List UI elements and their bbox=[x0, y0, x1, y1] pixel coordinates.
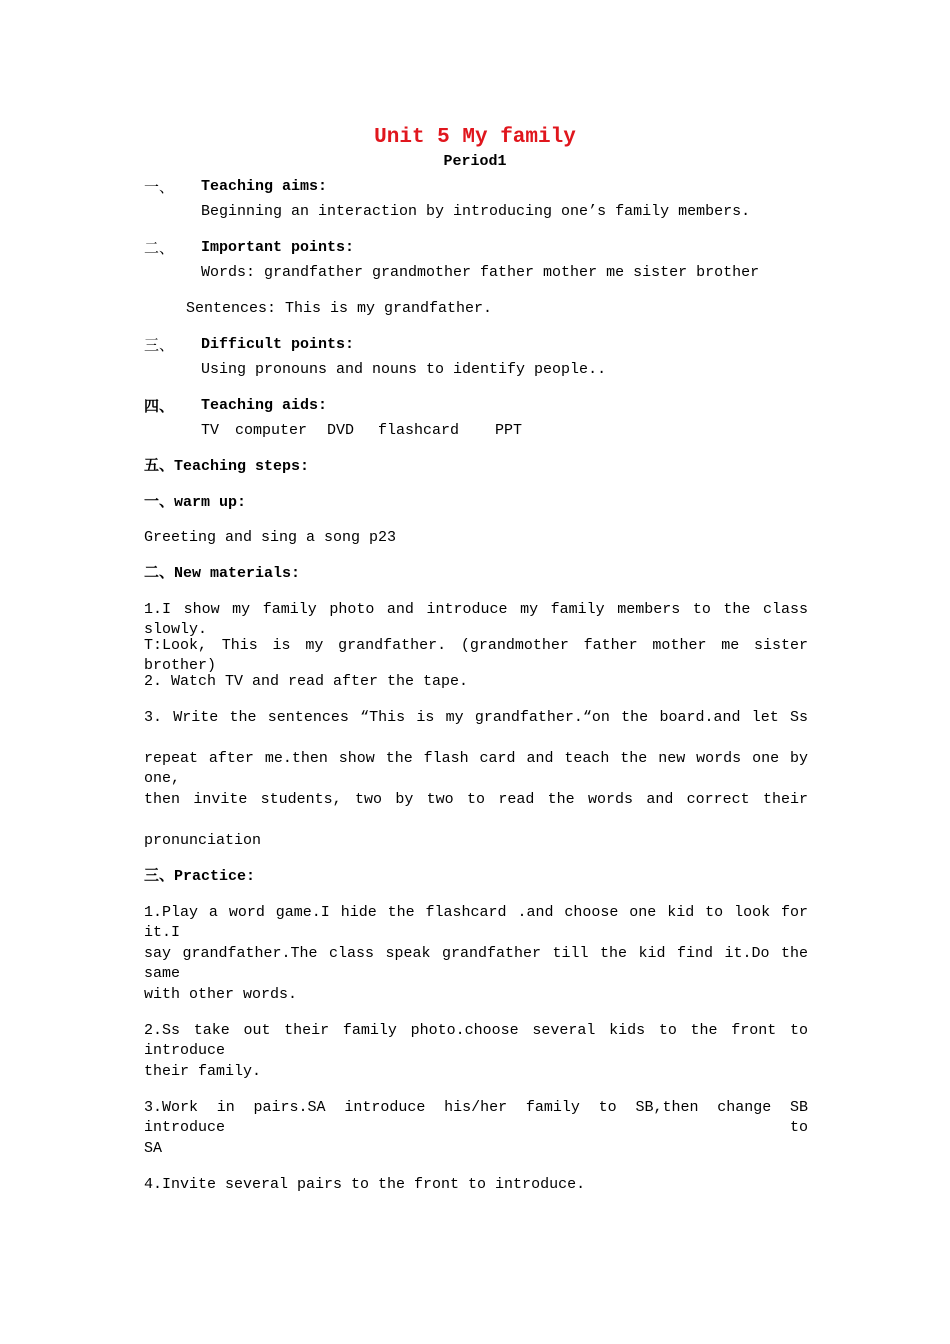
heading-warm-up: 一、warm up: bbox=[144, 494, 247, 511]
practice-line: their family. bbox=[144, 1063, 262, 1080]
new-materials-line: 2. Watch TV and read after the tape. bbox=[144, 673, 469, 690]
heading-teaching-aims: Teaching aims: bbox=[201, 178, 328, 195]
practice-line: 3.Work in pairs.SA introduce his/her family to SB,then change SB introduce to bbox=[144, 1099, 808, 1136]
heading-new-materials: 二、New materials: bbox=[144, 565, 301, 582]
new-materials-line: then invite students, two by two to read the words and correct their bbox=[144, 791, 808, 808]
new-materials-line: pronunciation bbox=[144, 832, 262, 849]
aid-item: DVD bbox=[327, 422, 355, 439]
important-words: Words: grandfather grandmother father mother me sister brother bbox=[201, 264, 760, 281]
aims-text: Beginning an interaction by introducing one’s family members. bbox=[201, 203, 751, 220]
section-number-aims: 一、 bbox=[144, 178, 175, 196]
practice-line: with other words. bbox=[144, 986, 298, 1003]
unit-title: Unit 5 My family bbox=[374, 126, 576, 149]
warm-up-text: Greeting and sing a song p23 bbox=[144, 529, 397, 546]
aid-item: computer bbox=[235, 422, 308, 439]
practice-line: 2.Ss take out their family photo.choose several kids to the front to introduce bbox=[144, 1022, 808, 1059]
practice-line: say grandfather.The class speak grandfather till the kid find it.Do the same bbox=[144, 945, 808, 982]
difficult-text: Using pronouns and nouns to identify people.. bbox=[201, 361, 607, 378]
practice-line: SA bbox=[144, 1140, 163, 1157]
important-sentences: Sentences: This is my grandfather. bbox=[186, 300, 493, 317]
new-materials-line: T:Look, This is my grandfather. (grandmother father mother me sister brother) bbox=[144, 637, 808, 674]
heading-difficult-points: Difficult points: bbox=[201, 336, 355, 353]
section-number-difficult: 三、 bbox=[144, 336, 175, 354]
aid-item: TV bbox=[201, 422, 220, 439]
heading-teaching-aids: Teaching aids: bbox=[201, 397, 328, 414]
practice-line: 1.Play a word game.I hide the flashcard .and choose one kid to look for it.I bbox=[144, 904, 808, 941]
new-materials-line: repeat after me.then show the flash card and teach the new words one by one, bbox=[144, 750, 808, 787]
heading-teaching-steps: 五、Teaching steps: bbox=[144, 458, 310, 475]
practice-line: 4.Invite several pairs to the front to introduce. bbox=[144, 1176, 586, 1193]
heading-important-points: Important points: bbox=[201, 239, 355, 256]
section-number-important: 二、 bbox=[144, 239, 175, 257]
new-materials-line: 1.I show my family photo and introduce my family members to the class slowly. bbox=[144, 601, 808, 638]
section-number-aids: 四、 bbox=[144, 397, 175, 415]
aid-item: flashcard bbox=[378, 422, 460, 439]
period-subtitle: Period1 bbox=[443, 153, 507, 170]
heading-practice: 三、Practice: bbox=[144, 868, 256, 885]
aid-item: PPT bbox=[495, 422, 523, 439]
new-materials-line: 3. Write the sentences “This is my grandfather.“on the board.and let Ss bbox=[144, 709, 808, 726]
aids-list bbox=[201, 421, 522, 441]
